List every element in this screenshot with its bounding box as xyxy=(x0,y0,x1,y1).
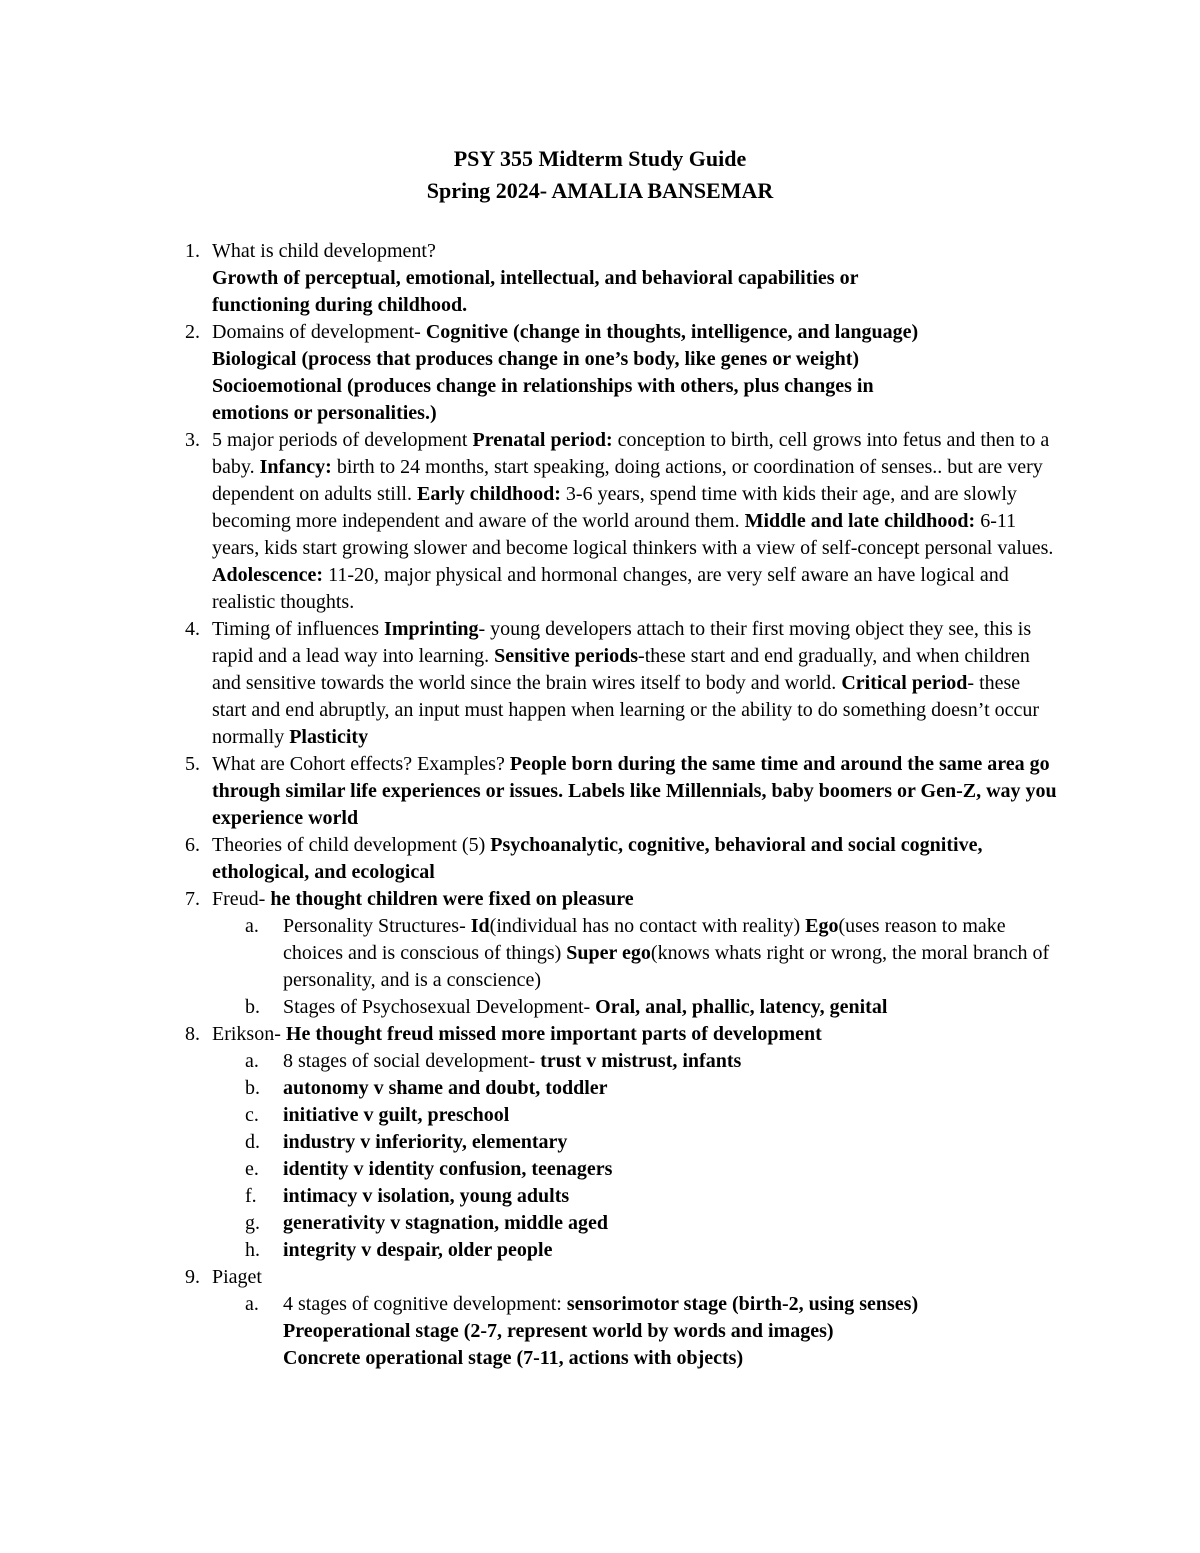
item-number: 4. xyxy=(185,618,200,640)
term-label: Prenatal period: xyxy=(472,429,613,451)
question-text: What is child development? xyxy=(212,240,436,262)
sub-letter: f. xyxy=(245,1185,257,1207)
sub-item-b xyxy=(245,994,1057,1021)
sub-letter: a. xyxy=(245,1293,259,1315)
answer-text: Socioemotional (produces change in relationships with others, plus changes in xyxy=(212,375,874,397)
sub-item-a xyxy=(245,1048,1057,1075)
stage-text: trust v mistrust, infants xyxy=(540,1050,742,1072)
item-number: 3. xyxy=(185,429,200,451)
question-text: What are Cohort effects? Examples? xyxy=(212,753,510,775)
stage-text: Concrete operational stage (7-11, actions with objects) xyxy=(283,1347,744,1369)
item-number: 5. xyxy=(185,753,200,775)
term-label: Imprinting xyxy=(384,618,479,640)
term-label: Id xyxy=(470,915,490,937)
question-text: Domains of development- xyxy=(212,321,426,343)
sub-item-e xyxy=(245,1156,1057,1183)
sub-item-a xyxy=(245,913,1057,994)
term-text: (uses reason to make choices and is conscious of things) xyxy=(283,915,1006,964)
answer-text: He thought freud missed more important parts of development xyxy=(285,1023,822,1045)
term-label: Critical period xyxy=(841,672,968,694)
title-line-2: Spring 2024- AMALIA BANSEMAR xyxy=(426,178,774,203)
term-label: Middle and late childhood: xyxy=(744,510,976,532)
term-text: 11-20, major physical and hormonal changes, are very self aware an have logical and realistic thoughts. xyxy=(212,564,1009,613)
sub-letter: h. xyxy=(245,1239,260,1261)
answer-text: Biological (process that produces change in one’s body, like genes or weight) xyxy=(212,348,860,370)
term-text: - these start and end abruptly, an input must happen when learning or the ability to do something doesn’t occur normally xyxy=(212,672,1040,748)
question-text: 5 major periods of development xyxy=(212,429,473,451)
term-label: Early childhood: xyxy=(416,483,561,505)
sub-letter: a. xyxy=(245,915,259,937)
term-text: 3-6 years, spend time with kids their age, and are slowly becoming more independent and aware of the world around them. xyxy=(212,483,1017,532)
term-text: - young developers attach to their first moving object they see, this is rapid and a lead way into learning. xyxy=(212,618,1032,667)
question-text: Piaget xyxy=(212,1266,262,1288)
answer-text: Cognitive (change in thoughts, intelligence, and language) xyxy=(425,321,919,343)
freud-sublist xyxy=(212,913,1057,1021)
answer-text: Oral, anal, phallic, latency, genital xyxy=(595,996,888,1018)
stage-text: intimacy v isolation, young adults xyxy=(283,1185,570,1207)
sub-item-g xyxy=(245,1210,1057,1237)
answer-text: he thought children were fixed on pleasure xyxy=(270,888,634,910)
sub-text: Stages of Psychosexual Development- xyxy=(283,996,596,1018)
sub-letter: b. xyxy=(245,996,260,1018)
sub-text: Personality Structures- xyxy=(283,915,471,937)
list-item-7 xyxy=(185,886,1057,1021)
list-item-3 xyxy=(185,427,1057,616)
term-label: Super ego xyxy=(566,942,651,964)
term-text: conception to birth, cell grows into fetus and then to a baby. xyxy=(212,429,1050,478)
sub-letter: e. xyxy=(245,1158,259,1180)
stage-text: generativity v stagnation, middle aged xyxy=(283,1212,608,1234)
stage-text: sensorimotor stage (birth-2, using senses) xyxy=(566,1293,919,1315)
stage-text: autonomy v shame and doubt, toddler xyxy=(283,1077,608,1099)
list-item-5 xyxy=(185,751,1057,832)
title-line-1: PSY 355 Midterm Study Guide xyxy=(453,146,747,171)
sub-item-f xyxy=(245,1183,1057,1210)
stage-text: industry v inferiority, elementary xyxy=(283,1131,568,1153)
answer-text: functioning during childhood. xyxy=(212,294,468,316)
item-number: 2. xyxy=(185,321,200,343)
stage-text: Preoperational stage (2-7, represent world by words and images) xyxy=(283,1320,834,1342)
stage-text: identity v identity confusion, teenagers xyxy=(283,1158,613,1180)
term-label: Adolescence: xyxy=(212,564,324,586)
answer-text: People born during the same time and around the same area go through similar life experiences or issues. Labels like Millennials, baby boomers or Gen-Z, way you experience world xyxy=(212,753,1057,829)
term-text: (knows whats right or wrong, the moral branch of personality, and is a conscience) xyxy=(283,942,1050,991)
list-item-2 xyxy=(185,319,1057,427)
erikson-sublist xyxy=(212,1048,1057,1264)
list-item-9 xyxy=(185,1264,1057,1372)
question-text: Freud- xyxy=(212,888,271,910)
sub-text: 4 stages of cognitive development: xyxy=(283,1293,567,1315)
list-item-1 xyxy=(185,238,1057,319)
sub-item-h xyxy=(245,1237,1057,1264)
term-text: birth to 24 months, start speaking, doing actions, or coordination of senses.. but are very dependent on adults still. xyxy=(212,456,1043,505)
stage-text: initiative v guilt, preschool xyxy=(283,1104,510,1126)
piaget-sublist xyxy=(212,1291,1057,1372)
sub-letter: d. xyxy=(245,1131,260,1153)
item-number: 7. xyxy=(185,888,200,910)
sub-item-c xyxy=(245,1102,1057,1129)
term-text: 6-11 years, kids start growing slower and become logical thinkers with a view of self-concept personal values. xyxy=(212,510,1054,559)
study-guide-list xyxy=(185,238,1057,1372)
sub-letter: a. xyxy=(245,1050,259,1072)
term-label: Sensitive periods xyxy=(494,645,639,667)
term-text: (individual has no contact with reality) xyxy=(489,915,806,937)
answer-text: emotions or personalities.) xyxy=(212,402,437,424)
item-number: 1. xyxy=(185,240,200,262)
term-label: Ego xyxy=(805,915,839,937)
document-title xyxy=(0,143,1200,207)
list-item-4 xyxy=(185,616,1057,751)
question-text: Theories of child development (5) xyxy=(212,834,491,856)
item-number: 6. xyxy=(185,834,200,856)
term-label: Plasticity xyxy=(289,726,369,748)
sub-text: 8 stages of social development- xyxy=(283,1050,541,1072)
term-text: -these start and end gradually, and when children and sensitive towards the world since the brain wires itself to body and world. xyxy=(212,645,1030,694)
item-number: 9. xyxy=(185,1266,200,1288)
answer-text: Psychoanalytic, cognitive, behavioral and social cognitive, ethological, and ecological xyxy=(212,834,983,883)
stage-text: integrity v despair, older people xyxy=(283,1239,553,1261)
answer-text: Growth of perceptual, emotional, intellectual, and behavioral capabilities or xyxy=(212,267,859,289)
question-text: Timing of influences xyxy=(212,618,385,640)
sub-item-a xyxy=(245,1291,1057,1372)
sub-item-b xyxy=(245,1075,1057,1102)
sub-letter: c. xyxy=(245,1104,259,1126)
item-number: 8. xyxy=(185,1023,200,1045)
list-item-8 xyxy=(185,1021,1057,1264)
term-label: Infancy: xyxy=(259,456,332,478)
sub-letter: b. xyxy=(245,1077,260,1099)
sub-letter: g. xyxy=(245,1212,260,1234)
question-text: Erikson- xyxy=(212,1023,286,1045)
sub-item-d xyxy=(245,1129,1057,1156)
list-item-6 xyxy=(185,832,1057,886)
